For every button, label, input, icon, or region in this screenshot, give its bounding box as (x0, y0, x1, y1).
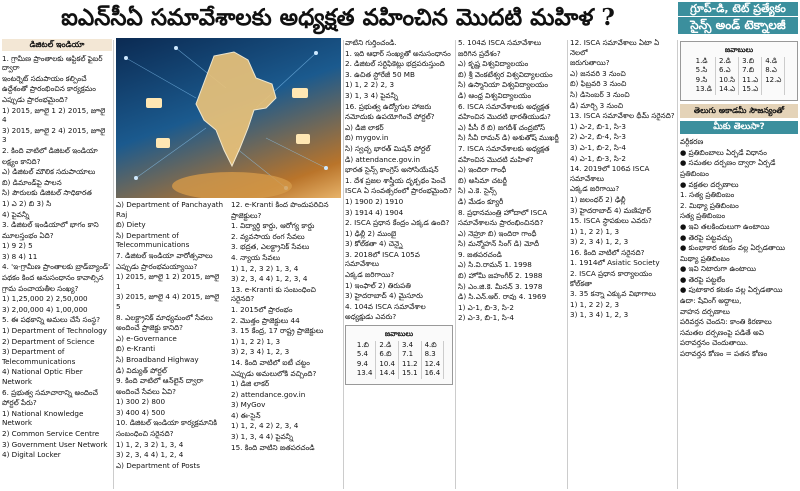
text-line: 1. సత్య ప్రతిబింబం (680, 190, 735, 200)
text-line: పరివర్తన చెందని: కాంతి కిరణాలు (680, 317, 772, 327)
answers-title: జవాబులు (724, 45, 754, 54)
text-line: డి) ఆంధ్ర విశ్వవిద్యాలయం (458, 90, 532, 100)
text-line: 3) హైదరాబాద్‌ 4) మణిపూర్‌ (570, 205, 651, 215)
text-line: 2. ISCA ప్రధాన కార్యాలయం కోల్‌కతా (570, 269, 652, 288)
text-line: 1. గ్రామీణ ప్రాంతాలకు ఆప్టికల్‌ ఫైబర్‌ ద్వారా (2, 53, 103, 73)
text-line: ఎ) డిజి లాకర్‌ (345, 122, 384, 132)
text-line: సి) పౌరులకు డిజిటల్‌ సాధికారత (2, 188, 92, 198)
column-7 (680, 38, 798, 491)
text-line: 8. ఎలక్ట్రానిక్‌ మాధ్యమంలో సేవలు (116, 312, 213, 322)
text-line: 3) ఎ-1, బి-2, సి-4 (570, 142, 626, 152)
text-line: వహించిన మొదటి మహిళ? (458, 154, 534, 164)
text-line: 1) ఎ-1, బి-3, సి-2 (458, 302, 514, 312)
text-line: 3) MyGov (231, 400, 266, 410)
text-line: 1) 2015, జూలై 1 2) 2015, జూలై 4 (2, 105, 106, 125)
text-line: 1) 1, 2 2) 2, 3 (570, 299, 620, 309)
ribbon-bottom: సైన్స్‌ అండ్‌ టెక్నాలజీ (690, 18, 786, 32)
text-line: 1) 1, 2 2) 2, 3 (345, 80, 395, 90)
text-line: డి) మార్చి 3 నుంచి (570, 100, 624, 110)
text-line: సి) సీవీ రామన్‌ డి) అశుతోష్‌ ముఖర్జీ (458, 133, 559, 143)
text-line: జరిగిన ప్రదేశం? (458, 48, 501, 58)
text-line: 3) 1, 3 4) పైవన్నీ (345, 90, 399, 100)
ribbon-top: గ్రూప్‌-డి, టెట్‌ ప్రత్యేకం (678, 2, 798, 17)
text-line: 1) 9 2) 5 (2, 241, 33, 251)
text-line: బి) హోమీ జహంగీర్‌ 2. 1988 (458, 271, 543, 281)
text-line: 4) ఈ-సైన్‌ (231, 410, 261, 420)
text-line: 7. డిజిటల్‌ ఇండియా వారోత్సవాలు (116, 250, 213, 260)
text-line: ఉద్దేశంతో ప్రారంభించిన కార్యక్రమం (2, 84, 96, 94)
text-line: 1. విద్యార్థి కార్డు, ఆరోగ్య కార్డు (231, 221, 315, 231)
text-line: సంబంధించి సరైనది? (116, 429, 174, 439)
answer-cell: 10.సి (715, 76, 738, 86)
answers-table (693, 57, 786, 95)
text-line: 12. e-Kranti కింద పొందుపరిచిన (231, 200, 329, 209)
text-line: గ్రామ పంచాయతీల సంఖ్య? (2, 283, 79, 293)
text-line: ● సమతల దర్పణం ద్వారా ఏర్పడే (680, 158, 776, 168)
answer-cell: 9.4 (354, 360, 376, 370)
text-line: 2. మిథ్యా ప్రతిబింబం (680, 200, 739, 210)
text-line: నమోదుకు ఉపయోగించే పోర్టల్‌? (345, 112, 435, 122)
text-line: 2) attendance.gov.in (231, 389, 306, 399)
text-line: పథకం కింద అనుసంధానం కావాల్సిన (2, 273, 104, 283)
text-line: 4. 104వ ISCA సమావేశాల (345, 301, 426, 311)
text-line: భారత సైన్స్‌ కాంగ్రెస్‌ అసోసియేషన్‌ (345, 165, 439, 175)
page-title: ఐఎన్‌సీఏ సమావేశాలకు అధ్యక్షత వహించిన మొదటి మహిళ ? (61, 4, 615, 31)
text-line: 1) 1900 2) 1910 (345, 196, 404, 206)
answer-cell: 15.ఎ (739, 85, 762, 95)
text-line: 1. 1914లో Asiatic Society (570, 258, 660, 268)
text-line: 2) Common Service Centre (2, 428, 100, 438)
text-line: ప్రాజెక్టులు? (231, 210, 262, 220)
text-line: ఎ) ఇందిరా గాంధీ (458, 165, 507, 175)
text-line: 3. భద్రత, ఎలక్ట్రానిక్‌ సేవలు (231, 242, 310, 252)
text-line: 3) 1, 3, 4 4) పైవన్నీ (231, 432, 294, 442)
text-line: డి) సి.ఎన్‌.ఆర్‌. రావు 4. 1969 (458, 292, 547, 302)
answer-cell: 1.బి (354, 341, 376, 351)
text-line: 3. ఉచిత స్టోరేజీ 50 MB (345, 69, 415, 79)
answer-cell: 7.1 (399, 350, 422, 360)
text-line: ఎ) నెహ్రూ బి) ఇందిరా గాంధీ (458, 228, 537, 238)
text-line: ● తెరపై పట్టవచ్చు (680, 232, 733, 242)
text-line: 1) 1, 2, 4 2) 2, 3, 4 (231, 421, 299, 431)
answer-cell: 12.ఎ (762, 76, 785, 86)
text-line: 2) Department of Science (2, 336, 95, 346)
text-line: ఎ) సి.వి.రామన్‌ 1. 1998 (458, 260, 532, 270)
text-line: 1. దేశ ప్రజల శాస్త్రీయ దృక్పథం పెంచే (345, 175, 446, 185)
text-line: 4) Digital Locker (2, 450, 61, 460)
india-map-icon (116, 38, 341, 198)
text-line: బి) ఫిబ్రవరి 3 నుంచి (570, 79, 627, 89)
text-line: 1) 2015, జూలై 1 2) 2015, జూలై 1 (116, 272, 220, 291)
text-line: 4. 'ఇ-గ్రామీణ ప్రాంతాలకు బ్రాడ్‌బ్యాండ్‌' (2, 262, 111, 272)
text-line: సి) ఎం.జి.కె. మీనన్‌ 3. 1978 (458, 281, 543, 291)
text-line: 4. న్యాయ సేవలు (231, 252, 281, 262)
text-line: ప్రతిబింబం (680, 168, 709, 178)
column-3 (231, 200, 341, 491)
text-line: 6. ప్రభుత్వ సమాచారాన్ని అందించే (2, 387, 99, 397)
answer-cell: 1.డి (693, 57, 716, 67)
answer-box (680, 41, 798, 101)
text-line: డి) attendance.gov.in (345, 154, 421, 164)
text-line: 2. ISCA ప్రధాన కేంద్రం ఎక్కడ ఉంది? (345, 218, 450, 228)
text-line: 3) 2,00,000 4) 1,00,000 (2, 304, 88, 314)
answers-table (354, 341, 444, 379)
text-line: లక్ష్యం కానిది? (2, 156, 41, 166)
text-line: 3) Government User Network (2, 439, 108, 449)
text-line: జరుగుతాయి? (570, 58, 610, 68)
text-line: 3) 2, 3, 4 4) 1, 2, 3, 4 (231, 274, 308, 284)
answer-box (345, 325, 453, 385)
answer-cell (762, 85, 785, 95)
text-line: ఎప్పుడు ప్రారంభమైంది? (2, 94, 68, 104)
text-line: 12. ISCA సమావేశాలు ఏటా ఏ నెలలో (570, 38, 660, 57)
text-line: 3) 8 4) 11 (2, 251, 38, 261)
text-line: సి) స్వచ్ఛ భారత్‌ మిషన్‌ పోర్టల్‌ (345, 143, 431, 153)
text-line: బి) శ్రీ వెంకటేశ్వర విశ్వవిద్యాలయం (458, 69, 553, 79)
answer-cell: 6.ఎ (715, 66, 738, 76)
text-line: 3) 2, 3, 4 4) 1, 2, 4 (116, 450, 184, 460)
text-line: వర్గీకరణ (680, 137, 704, 147)
text-line: 3. 2018లో ISCA 105వ సమావేశాలు (345, 249, 420, 269)
text-line: 5. 104వ ISCA సమావేశాలు (458, 38, 542, 47)
text-line: ● తెరపై పట్టలేం (680, 274, 726, 284)
text-line: 1) డిజి లాకర్‌ (231, 379, 270, 389)
text-line: వాహన దర్పణాలు (680, 306, 730, 316)
text-line: ఎ) Department of Panchayath Raj (116, 200, 224, 219)
text-line: మూలస్తంభం ఏది? (2, 230, 54, 240)
text-line: 13. e-Kranti కు సంబంధించి సరైనది? (231, 284, 316, 304)
text-line: 3) 1914 4) 1904 (345, 207, 404, 217)
text-line: అధ్యక్షుడు ఎవరు? (345, 312, 397, 322)
text-line: 1) 1, 2 2) 1, 3 (231, 336, 281, 346)
text-line: బి) డిమాండ్‌పై పాలన (2, 177, 62, 187)
text-line: ఎప్పుడు అమలులోకి వచ్చింది? (231, 368, 317, 378)
answer-cell: 11.ఎ (739, 76, 762, 86)
text-line: 1) జలంధర్‌ 2) ఢిల్లీ (570, 194, 626, 204)
column-divider (113, 40, 114, 489)
answer-cell: 13.4 (354, 369, 376, 379)
text-line: 16. ప్రభుత్వ ఉద్యోగుల హాజరు (345, 101, 432, 111)
text-line: ● ప్రతిబింబాలు ఏర్పడే విధానం (680, 147, 767, 157)
text-line: 10. డిజిటల్‌ ఇండియా కార్యక్రమానికి (116, 418, 217, 428)
column-1 (2, 38, 112, 491)
text-line: వాటిని గుర్తించండి. (345, 38, 397, 47)
text-line: ● వక్రతల దర్పణాలు (680, 179, 739, 189)
text-line: 6. ISCA సమావేశాలకు అధ్యక్షత (458, 101, 550, 111)
answer-cell: 14.ఎ (715, 85, 738, 95)
text-line: ● పుటాకార కటకం వల్ల ఏర్పడతాయి (680, 285, 783, 295)
answer-cell: 8.ఎ (762, 66, 785, 76)
text-line: ISCA ఏ సంవత్సరంలో ప్రారంభమైంది? (345, 186, 452, 196)
answer-cell: 11.2 (399, 360, 422, 370)
text-line: 1) ఇంఫాల్‌ 2) తిరుపతి (345, 280, 411, 290)
text-line: బి) Diety (116, 220, 146, 230)
text-line: పరావర్తనం చెందుతాయి. (680, 338, 749, 348)
text-line: 1) 1,25,000 2) 2,50,000 (2, 294, 88, 304)
text-line: 16. కింది వాటిలో సరైనది? (570, 247, 645, 257)
fact-title: మీకు తెలుసా? (680, 121, 798, 135)
text-line: 3) హైదరాబాద్‌ 4) మైసూరు (345, 291, 423, 301)
text-line: 2) ఎ-3, బి-1, సి-4 (458, 313, 514, 323)
text-line: 7. ISCA సమావేశాలకు అధ్యక్షత (458, 143, 550, 153)
answer-cell: 6.బి (376, 350, 399, 360)
text-line: సి) మన్మోహన్‌ సింగ్‌ డి) మోదీ (458, 239, 540, 249)
credit-note: తెలుగు అకాడమీ సౌజన్యంతో (680, 104, 798, 118)
answer-cell: 2.డి (376, 341, 399, 351)
column-4 (345, 38, 453, 491)
text-line: పోర్టల్‌ పేరు? (2, 398, 37, 408)
answer-cell: 4.డి (762, 57, 785, 67)
answer-cell: 15.1 (399, 369, 422, 379)
text-line: 4) ఎ-1, బి-3, సి-2 (570, 153, 626, 163)
text-line: 3) 2015, జూలై 4 4) 2015, జూలై 5 (116, 292, 220, 311)
text-line: ఎక్కడ జరిగాయి? (570, 184, 620, 194)
answers-title: జవాబులు (384, 329, 414, 339)
answer-cell: 3.బి (739, 57, 762, 67)
section-heading: డిజిటల్‌ ఇండియా (2, 39, 112, 51)
text-line: 15. కింది వాటిని జతపరచండి (231, 442, 315, 452)
text-line: 3) 2015, జూలై 2 4) 2015, జూలై 3 (2, 125, 106, 145)
text-line: ఇంటర్నెట్‌ సదుపాయం కల్పించే (2, 73, 87, 83)
answer-cell: 4.బి (421, 341, 444, 351)
text-line: 2. కింది వాటిలో డిజిటల్‌ ఇండియా (2, 145, 98, 155)
text-line: ఎ) కృష్ణ విశ్వవిద్యాలయం (458, 59, 529, 69)
column-6 (570, 38, 676, 491)
text-line: సమతల దర్పణంపై పడితే అవి (680, 327, 764, 337)
text-line: ఎ) e-Governance (116, 333, 177, 343)
text-line: 2. డిజిటల్‌ సర్టిఫికెట్లు భద్రపరుస్తుంది (345, 59, 445, 69)
answer-cell: 14.4 (376, 369, 399, 379)
answer-cell: 7.బి (739, 66, 762, 76)
text-line: బి) e-Kranti (116, 344, 156, 354)
text-line: 3. 15 కేంద్ర, 17 రాష్ట్ర ప్రాజెక్టులు (231, 326, 324, 336)
text-line: సి) Department of Telecommunications (116, 230, 190, 250)
text-line: 5. ఈ పథకాన్ని అమలు చేసే సంస్థ? (2, 315, 101, 325)
text-line: 1) 1, 2 2) 1, 3 (570, 226, 620, 236)
text-line: 1. ఇది ఆధార్‌ సంఖ్యతో అనుసంధానం (345, 48, 451, 58)
text-line: ● కుంభాకార కటకం వల్ల ఏర్పడతాయి (680, 243, 786, 253)
text-line: మిథ్యా ప్రతిబింబం (680, 253, 730, 263)
column-divider (677, 40, 678, 489)
section-ribbon (678, 2, 798, 34)
text-line: 3) 2, 3 4) 1, 2, 3 (570, 237, 629, 247)
text-line: వహించిన మొదటి భారతీయుడు? (458, 112, 551, 122)
answer-cell: 9.సి (693, 76, 716, 86)
text-line: 9. జతపరచండి (458, 249, 502, 259)
text-line: 3) 400 4) 500 (116, 407, 166, 417)
text-line: 2. మొత్తం ప్రాజెక్టులు 44 (231, 315, 300, 325)
text-line: సి) డిసెంబర్‌ 3 నుంచి (570, 89, 630, 99)
text-line: 4) పైవన్నీ (2, 209, 30, 219)
text-line: సి) ఎ.కె. సైన్స్‌ (458, 186, 497, 196)
text-line: 3) కోల్‌కతా 4) చెన్నై (345, 239, 403, 249)
answer-cell: 5.4 (354, 350, 376, 360)
text-line: సత్య ప్రతిబింబం (680, 211, 726, 221)
answer-cell: 10.4 (376, 360, 399, 370)
text-line: 2. వ్యవసాయ రంగ సేవలు (231, 231, 305, 241)
text-line: ఎ) డిజిటల్‌ మౌలిక సదుపాయాలు (2, 167, 96, 177)
text-line: 1. 2015లో ప్రారంభం (231, 304, 293, 314)
text-line: 1) ఎ-2, బి-1, సి-3 (570, 121, 626, 131)
text-line: ఎ) పీసీ రే బి) జగదీశ్‌ చంద్రబోస్‌ (458, 122, 546, 132)
column-divider (567, 40, 568, 489)
text-line: 4) National Optic Fiber Network (2, 367, 83, 386)
text-line: 1) Department of Technology (2, 326, 107, 336)
text-line: 1) 300 2) 800 (116, 397, 166, 407)
text-line: 1) National Knowledge Network (2, 408, 84, 428)
digital-india-illustration (116, 38, 341, 198)
text-line: 3) Department of Telecommunications (2, 347, 76, 366)
text-line: పరావర్తన కోణం = పతన కోణం (680, 349, 768, 359)
answer-cell: 2.డి (715, 57, 738, 67)
text-line: ● ఇవి నిటారుగా ఉంటాయి (680, 264, 756, 274)
answer-cell: 3.4 (399, 341, 422, 351)
text-line: 3) 1, 3 4) 1, 2, 3 (570, 310, 629, 320)
text-line: 9. కింది వాటిలో ఆన్‌లైన్‌ ద్వారా (116, 376, 204, 386)
answer-cell: 5.సి (693, 66, 716, 76)
text-line: డి) విద్యుత్‌ పోర్టల్‌ (116, 365, 167, 375)
text-line: 3. 35 కన్నా ఎక్కువ విభాగాలు (570, 289, 656, 299)
text-line: సి) ఉస్మానియా విశ్వవిద్యాలయం (458, 80, 549, 90)
text-line: 13. ISCA సమావేశాల థీమ్‌ సరైనది? (570, 111, 675, 121)
text-line: ● ఇవి తలకిందులుగా ఉంటాయి (680, 221, 770, 231)
text-line: 14. 2019లో 106వ ISCA సమావేశాలు (570, 164, 650, 183)
text-line: ఎ) Department of Posts (116, 460, 200, 470)
text-line: ఎక్కడ జరిగాయి? (345, 270, 395, 280)
text-line: 1) ఎ 2) బి 3) సి (2, 198, 52, 208)
text-line: 2) ఎ-2, బి-4, సి-3 (570, 132, 626, 142)
column-5 (458, 38, 566, 491)
text-line: 3) 2, 3 4) 1, 2, 3 (231, 347, 290, 357)
text-line: 1) ఢిల్లీ 2) ముంబై (345, 228, 397, 238)
text-line: అందించే ప్రాజెక్టు కానిది? (116, 323, 183, 333)
answer-cell: 13.డి (693, 85, 716, 95)
text-line: 15. ISCA స్థాపకులు ఎవరు? (570, 216, 652, 226)
text-line: 3. డిజిటల్‌ ఇండియాలో భాగం కాని (2, 220, 99, 230)
text-line: బి) mygov.in (345, 133, 389, 143)
text-line: 1) 1, 2, 3 2) 1, 3, 4 (231, 263, 299, 273)
text-line: ఉదా: షేవింగ్‌ అద్దాలు, (680, 296, 742, 306)
text-line: బి) అసిమా చటర్జీ (458, 175, 507, 185)
text-line: సి) Broadband Highway (116, 354, 199, 364)
text-line: ఎ) జనవరి 3 నుంచి (570, 68, 626, 78)
column-2 (116, 200, 226, 491)
text-line: 14. కింది వాటిలో ఐటీ చట్టం (231, 357, 310, 367)
text-line: అందించే సేవలు ఏవి? (116, 386, 176, 396)
text-line: 1) 1, 2, 3 2) 1, 3, 4 (116, 439, 184, 449)
text-line: డి) మేడం క్యూరీ (458, 196, 504, 206)
answer-cell: 8.3 (421, 350, 444, 360)
answer-cell: 16.4 (421, 369, 444, 379)
text-line: ఎప్పుడు ప్రారంభమయ్యాయి? (116, 261, 198, 271)
text-line: సమావేశాలను ప్రారంభించినది? (458, 218, 544, 228)
text-line: 8. ప్రధానమంత్రి హోదాలో ISCA (458, 207, 548, 217)
column-divider (343, 40, 344, 489)
answer-cell: 12.4 (421, 360, 444, 370)
column-divider (455, 40, 456, 489)
